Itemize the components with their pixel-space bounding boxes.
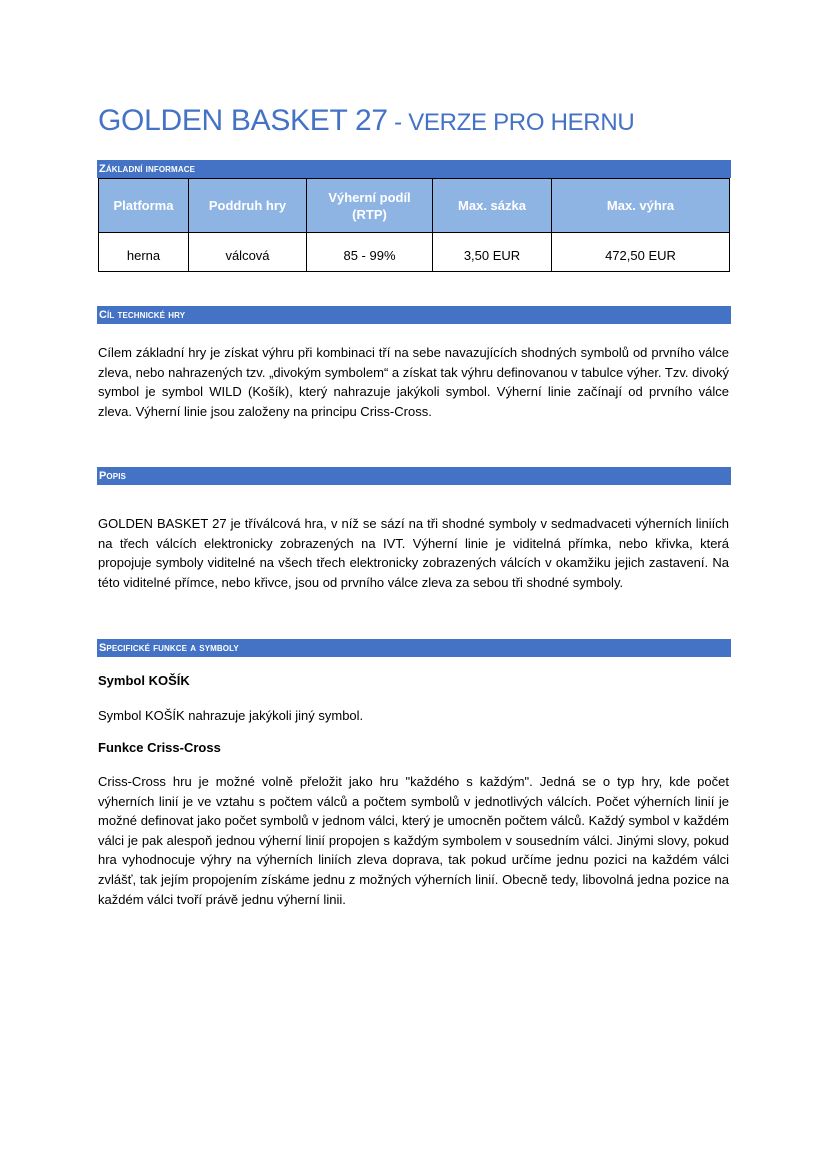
title-separator: - — [387, 109, 409, 136]
cell-max-bet: 3,50 EUR — [433, 233, 552, 272]
column-header-rtp: Výherní podíl (RTP) — [307, 179, 433, 233]
column-header-subtype: Poddruh hry — [189, 179, 307, 233]
cell-max-win: 472,50 EUR — [552, 233, 730, 272]
column-header-max-win: Max. výhra — [552, 179, 730, 233]
title-subtitle: VERZE PRO HERNU — [408, 109, 635, 136]
symbol-kosik-heading: Symbol KOŠÍK — [98, 673, 190, 688]
document-title — [98, 104, 634, 138]
goal-paragraph: Cílem základní hry je získat výhru při kombinaci tří na sebe navazujících shodných symbolů od prvního válce zleva, nebo nahrazených tzv. „divokým symbolem“ a získat tak výhru definovanou v tabulce výher. Tzv. divoký symbol je symbol WILD (Košík), který nahrazuje jakýkoli symbol. Výherní linie začínají od prvního válce zleva. Výherní linie jsou založeny na principu Criss-Cross. — [98, 345, 729, 419]
description-paragraph: GOLDEN BASKET 27 je tříválcová hra, v níž se sází na tři shodné symboly v sedmadvaceti výherních liniích na třech válcích elektronicky zobrazených na IVT. Výherní linie je viditelná přímka, nebo křivka, která propojuje symboly viditelné na všech třech elektronicky zobrazených válcích v okamžiku jejich zastavení. Na této viditelné přímce, nebo křivce, jsou od prvního válce zleva za sebou tři shodné symboly. — [98, 516, 729, 590]
cell-rtp: 85 - 99% — [307, 233, 433, 272]
title-main: GOLDEN BASKET 27 — [98, 104, 388, 137]
column-header-platform: Platforma — [99, 179, 189, 233]
section-header-description: Popis — [97, 467, 731, 485]
symbol-kosik-text: Symbol KOŠÍK nahrazuje jakýkoli jiný symbol. — [98, 708, 364, 723]
section-header-goal: Cíl technické hry — [97, 306, 731, 324]
section-header-basic-info: Základní informace — [97, 160, 731, 178]
section-header-features: Specifické funkce a symboly — [97, 639, 731, 657]
crisscross-paragraph: Criss-Cross hru je možné volně přeložit jako hru "každého s každým". Jedná se o typ hry, kde počet výherních linií je ve vztahu s počtem válců a počtem symbolů v jednotlivých válcích. Počet výherních linií je možné definovat jako počet symbolů v jednom válci, který je umocněn počtem válců. Každý symbol v každém válci je pak alespoň jednou výherní linií propojen s každým symbolem v sousedním válci. Jinými slovy, pokud hra vyhodnocuje výhry na výherních liniích zleva doprava, tak pokud určíme jednu pozici na každém válci zvlášť, tak jejím propojením získáme jednu z možných výherních linií. Obecně tedy, libovolná jedna pozice na každém válci tvoří právě jednu výherní linii. — [98, 774, 729, 907]
cell-subtype: válcová — [189, 233, 307, 272]
table-header-row — [99, 179, 730, 233]
column-header-max-bet: Max. sázka — [433, 179, 552, 233]
basic-info-table — [98, 178, 730, 272]
crisscross-heading: Funkce Criss-Cross — [98, 740, 221, 755]
table-row — [99, 233, 730, 272]
cell-platform: herna — [99, 233, 189, 272]
